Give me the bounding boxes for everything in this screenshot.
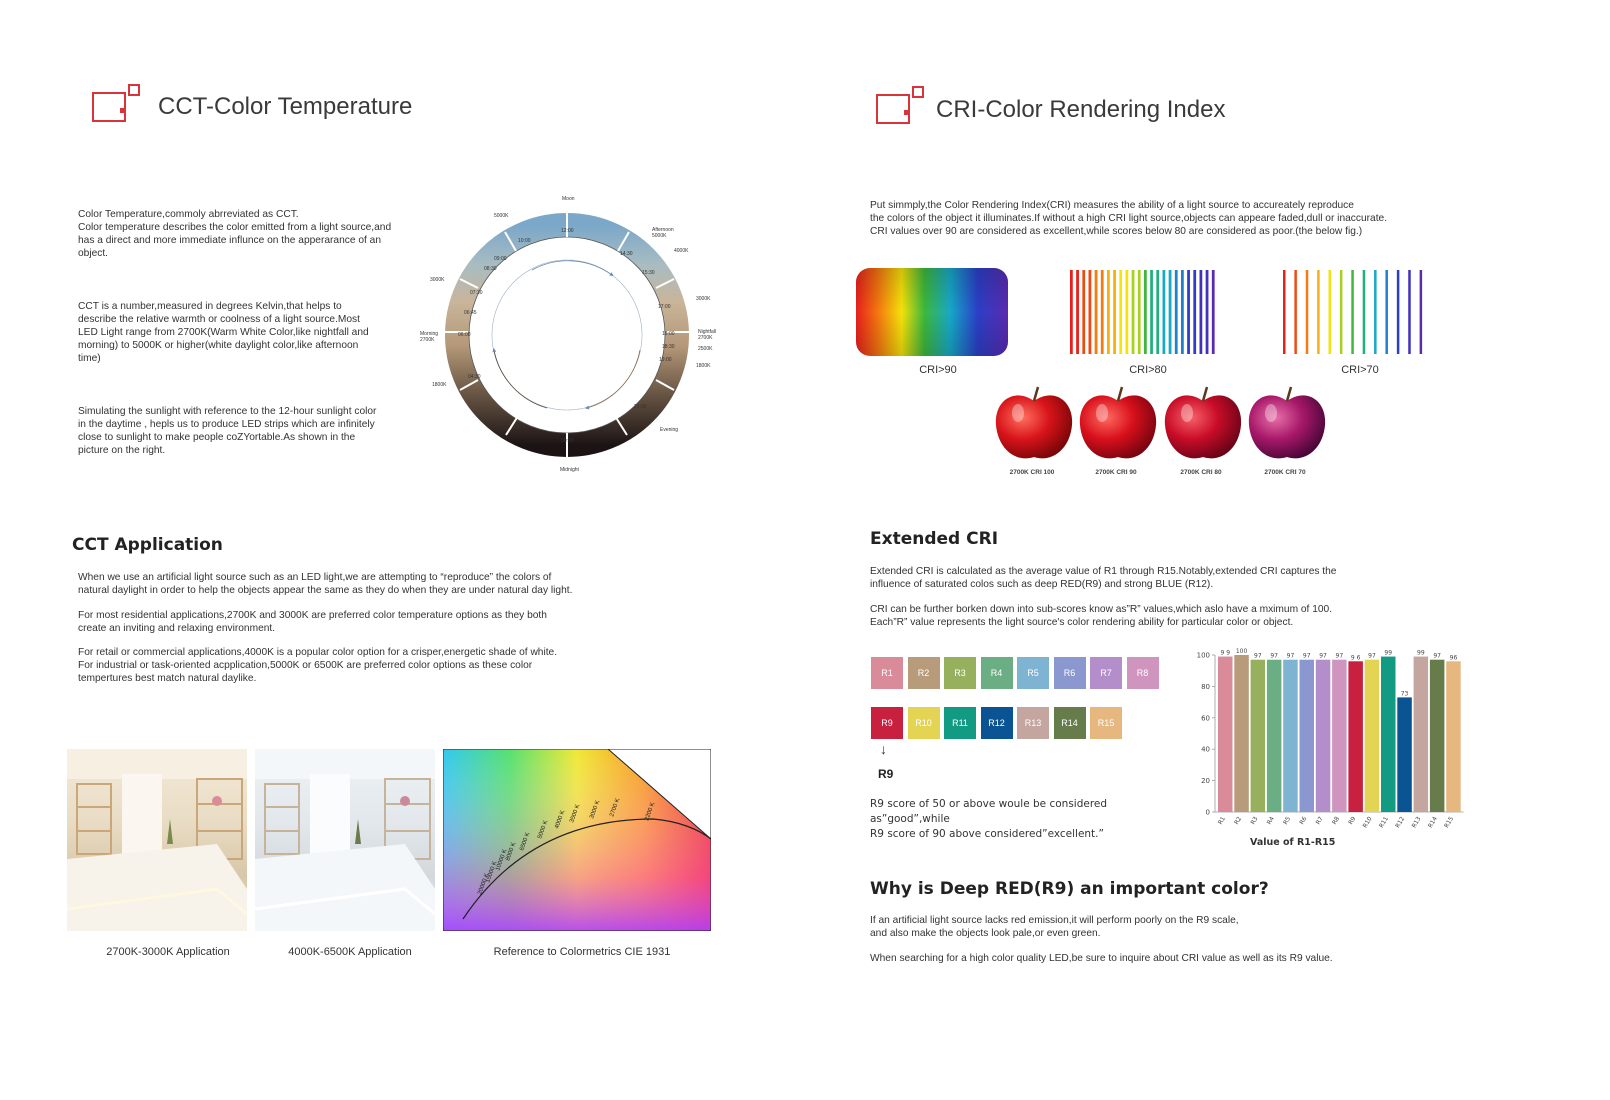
swatch-r14: R14 (1054, 707, 1086, 739)
swatch-r8: R8 (1127, 657, 1159, 689)
r9-note: R9 score of 50 or above woule be considered as”good”,while R9 score of 90 above considered”excellent.” (870, 798, 1108, 840)
swatch-r4: R4 (981, 657, 1013, 689)
apple-caption-1: 2700K CRI 100 (1009, 469, 1055, 476)
spectrum-line (1156, 270, 1159, 354)
spectrum-cri-80 (1068, 268, 1216, 356)
spectrum-line (1374, 270, 1377, 354)
spectrum-line (1385, 270, 1388, 354)
spectrum-line (1408, 270, 1411, 354)
cie-label: 6500 K (519, 831, 532, 852)
spectrum-line (1187, 270, 1190, 354)
cie-1931-diagram (443, 749, 711, 931)
r9-label: R9 (878, 767, 894, 781)
bar-value-label: 97 (1433, 652, 1441, 660)
spectrum-line (1363, 270, 1366, 354)
spectrum-line (1076, 270, 1079, 354)
bar-value-label: 97 (1286, 652, 1295, 660)
cie-label: 8000 K (505, 841, 518, 862)
bar-r12 (1397, 697, 1412, 812)
caption-warm-application: 2700K-3000K Application (106, 946, 230, 958)
bar-value-label: 97 (1319, 652, 1327, 660)
label-1800k-b: 1800K (432, 382, 447, 388)
spectrum-line (1340, 270, 1343, 354)
apple-caption-2: 2700K CRI 90 (1095, 469, 1137, 476)
time-1200: 12:00 (561, 228, 574, 234)
y-tick-label: 0 (1205, 808, 1210, 817)
photo-warm-application (67, 749, 247, 931)
bar-value-label: 9 9 (1220, 649, 1231, 657)
bar-value-label: 99 (1417, 649, 1425, 657)
spectrum-line (1119, 270, 1122, 354)
why-r9-title: Why is Deep RED(R9) an important color? (870, 879, 1269, 899)
bar-r10 (1365, 660, 1380, 812)
time-0430: 04:30 (468, 374, 481, 380)
spectrum-line (1317, 270, 1320, 354)
why-r9-p2: When searching for a high color quality LED,be sure to inquire about CRI value as well as its R9 value. (870, 953, 1333, 964)
label-nightfall-k: 2700K (698, 335, 713, 341)
spectrum-line (1181, 270, 1184, 354)
time-0230: 22:30 (514, 424, 527, 430)
spectrum-line (1132, 270, 1135, 354)
cct-intro-p3: Simulating the sunlight with reference to the 12-hour sunlight color in the daytime , hepls us to produce LED strips which are infinitely close to sunlight to make people coZYortable.As shown in the picture on the right. (78, 406, 377, 456)
swatch-r6: R6 (1054, 657, 1086, 689)
swatch-r13: R13 (1017, 707, 1049, 739)
label-morning-k: 2700K (420, 337, 435, 343)
cie-label: 2200 K (644, 801, 657, 822)
bar-value-label: 100 (1235, 648, 1248, 655)
cie-label: 5000 K (537, 819, 550, 840)
bar-r9 (1348, 661, 1363, 812)
cct-title: CCT-Color Temperature (158, 93, 413, 120)
spectrum-line (1150, 270, 1153, 354)
swatch-r2: R2 (908, 657, 940, 689)
time-0730: 07:30 (470, 290, 483, 296)
spectrum-line (1193, 270, 1196, 354)
time-1830: 18:30 (662, 344, 675, 350)
label-midnight: Midnight (560, 467, 579, 473)
time-1900: 19:00 (659, 357, 672, 363)
bar-value-label: 97 (1254, 652, 1262, 660)
spectrum-cri-90 (856, 268, 1008, 356)
spectrum-line (1107, 270, 1110, 354)
swatch-r1: R1 (871, 657, 903, 689)
label-2500k: 2500K (698, 346, 713, 352)
x-tick-label: R1 (1216, 815, 1227, 826)
apple-cri-70 (1247, 383, 1327, 465)
x-tick-label: R2 (1233, 815, 1244, 826)
x-tick-label: R12 (1394, 815, 1407, 830)
spectrum-cri-70 (1281, 268, 1433, 356)
label-4000k: 4000K (674, 248, 689, 254)
cie-label: 2700 K (609, 797, 622, 818)
extended-cri-title: Extended CRI (870, 529, 999, 549)
bar-r14 (1430, 660, 1445, 812)
r9-arrow-icon: ↓ (880, 741, 887, 757)
spectrum-line (1095, 270, 1098, 354)
bar-r3 (1251, 660, 1266, 812)
time-0830: 08:30 (484, 266, 497, 272)
cie-label: 15000 K (485, 860, 499, 884)
cie-label: 4000 K (554, 809, 567, 830)
spectrum-line (1089, 270, 1092, 354)
x-tick-label: R8 (1331, 815, 1342, 826)
time-0900: 09:00 (494, 256, 507, 262)
spectrum-line (1294, 270, 1297, 354)
bar-r6 (1300, 660, 1315, 812)
time-1800: 18:00 (662, 331, 675, 337)
cct-application-p2: For most residential applications,2700K and 3000K are preferred color temperature options as they both create an inviting and relaxing environment. (78, 610, 547, 634)
apple-cri-100 (994, 383, 1074, 465)
cct-application-p3: For retail or commercial applications,4000K is a popular color option for a crisper,energetic shade of white. For industrial or task-oriented acpplication,5000K or 6500K are preferred color options as these color tempertures best match natural daylike. (78, 647, 558, 684)
why-r9-p1: If an artificial light source lacks red emission,it will perform poorly on the R9 scale, and also make the objects look pale,or even green. (870, 915, 1239, 939)
time-1530: 15:30 (642, 270, 655, 276)
bar-r15 (1446, 661, 1461, 812)
spectrum-line (1200, 270, 1203, 354)
bar-value-label: 99 (1384, 649, 1393, 657)
y-tick-label: 40 (1201, 745, 1210, 754)
spectrum-line (1420, 270, 1423, 354)
swatch-r15: R15 (1090, 707, 1122, 739)
swatch-r7: R7 (1090, 657, 1122, 689)
cct-intro-p1: Color Temperature,commoly abrreviated as CCT. Color temperature describes the color emitted from a light source,and has a direct and more immediate influnce on the apperarance of an object. (78, 209, 392, 259)
label-evening: Evening (660, 427, 679, 433)
spectrum-line (1138, 270, 1141, 354)
extended-cri-p2: CRI can be further borken down into sub-scores know as”R” values,which aslo have a mximum of 100. Each”R” value represents the light source's color rendering ability for particular color or object. (870, 604, 1333, 628)
cct-application-p1: When we use an artificial light source such as an LED light,we are attempting to “reproduce” the colors of natural daylight in order to help the objects appear the same as they do when they are under natural day light. (78, 572, 573, 596)
time-1700: 17:00 (658, 304, 671, 310)
x-tick-label: R5 (1282, 815, 1293, 826)
bar-r5 (1283, 660, 1298, 812)
y-tick-label: 100 (1196, 651, 1210, 660)
time-0000: 00:00 (561, 438, 574, 444)
spectrum-line (1144, 270, 1147, 354)
time-2230: 02:30 (604, 427, 617, 433)
spectrum-line (1212, 270, 1215, 354)
label-moon: Moon (562, 196, 575, 202)
spectrum-line (1126, 270, 1129, 354)
swatch-r9: R9 (871, 707, 903, 739)
apple-caption-3: 2700K CRI 80 (1180, 469, 1222, 476)
caption-cool-application: 4000K-6500K Application (288, 946, 412, 958)
x-tick-label: R15 (1443, 815, 1456, 830)
caption-cie: Reference to Colormetrics CIE 1931 (493, 946, 671, 958)
bar-value-label: 96 (1449, 654, 1458, 662)
bar-value-label: 73 (1400, 690, 1409, 698)
swatch-r12: R12 (981, 707, 1013, 739)
label-5000k-a: 5000K (494, 213, 509, 219)
apple-caption-4: 2700K CRI 70 (1264, 469, 1306, 476)
label-afternoon-k: 5000K (652, 233, 667, 239)
x-tick-label: R4 (1265, 815, 1276, 826)
label-3000k-a: 3000K (430, 277, 445, 283)
spectrum-line (1329, 270, 1332, 354)
color-temperature-wheel (412, 190, 722, 480)
bar-r13 (1414, 657, 1429, 812)
spectrum-line (1397, 270, 1400, 354)
cie-label: 3500 K (569, 803, 582, 824)
bar-value-label: 97 (1335, 652, 1344, 660)
cie-label: 10000 K (495, 848, 509, 872)
time-1000: 10:00 (518, 238, 531, 244)
x-tick-label: R14 (1426, 815, 1439, 830)
cct-logo-icon (92, 86, 134, 122)
swatch-r11: R11 (944, 707, 976, 739)
time-0600: 06:00 (458, 332, 471, 338)
bar-value-label: 97 (1270, 652, 1278, 660)
x-tick-label: R3 (1249, 815, 1260, 826)
spectrum-line (1206, 270, 1209, 354)
bar-r1 (1218, 657, 1233, 812)
y-tick-label: 80 (1201, 682, 1210, 691)
photo-cool-application (255, 749, 435, 931)
spectrum-line (1101, 270, 1104, 354)
x-tick-label: R9 (1347, 815, 1358, 826)
x-tick-label: R11 (1378, 815, 1390, 830)
label-cri-70: CRI>70 (1341, 364, 1379, 376)
spectrum-line (1283, 270, 1286, 354)
cri-intro: Put simmply,the Color Rendering Index(CRI) measures the ability of a light source to accureately reproduce the colors of the object it illuminates.If without a high CRI light source,objects can appeare faded,dull or inaccurate. CRI values over 90 are considered as excellent,while scores below 80 are considered as poor.(the below fig.) (870, 200, 1388, 237)
cri-title: CRI-Color Rendering Index (936, 96, 1226, 123)
label-1800k-a: 1800K (696, 363, 711, 369)
spectrum-line (1351, 270, 1354, 354)
swatch-r5: R5 (1017, 657, 1049, 689)
bar-r7 (1316, 660, 1331, 812)
cie-label: 3000 K (589, 799, 602, 820)
cct-application-title: CCT Application (72, 535, 223, 555)
bar-r8 (1332, 660, 1347, 812)
x-tick-label: R13 (1410, 815, 1423, 830)
bar-value-label: 97 (1302, 652, 1311, 660)
spectrum-line (1113, 270, 1116, 354)
bar-value-label: 97 (1368, 652, 1376, 660)
cri-logo-icon (876, 88, 918, 124)
apple-cri-90 (1078, 383, 1158, 465)
label-cri-90: CRI>90 (919, 364, 957, 376)
x-axis-label: Value of R1-R15 (1250, 837, 1336, 848)
cct-intro-p2: CCT is a number,measured in degrees Kelvin,that helps to describe the relative warmth or coolness of a light source.Most LED Light range from 2700K(Warm White Color,like nightfall and morning) to 5000K or higher(white daylight color,like afternoon time) (78, 301, 369, 364)
spectrum-line (1169, 270, 1172, 354)
label-3000k-b: 3000K (696, 296, 711, 302)
y-tick-label: 60 (1201, 714, 1210, 723)
cri-bar-chart (1185, 645, 1495, 855)
time-1430: 14:30 (620, 251, 633, 257)
cie-label: 20000 K (477, 872, 491, 896)
bar-r11 (1381, 657, 1396, 812)
spectrum-line (1082, 270, 1085, 354)
time-2100: 21:00 (634, 404, 647, 410)
label-cri-80: CRI>80 (1129, 364, 1167, 376)
spectrum-line (1070, 270, 1073, 354)
x-tick-label: R10 (1361, 815, 1374, 830)
bar-r4 (1267, 660, 1282, 812)
spectrum-line (1306, 270, 1309, 354)
spectrum-line (1163, 270, 1166, 354)
x-tick-label: R6 (1298, 815, 1309, 826)
label-nightfall: Nightfall (698, 329, 717, 335)
wheel-ring (457, 225, 677, 445)
extended-cri-p1: Extended CRI is calculated as the average value of R1 through R15.Notably,extended CRI captures the influence of saturated colos such as deep RED(R9) and strong BLUE (R12). (870, 566, 1337, 590)
swatch-r10: R10 (908, 707, 940, 739)
time-0645: 06:45 (464, 310, 477, 316)
apple-cri-80 (1163, 383, 1243, 465)
bar-r2 (1234, 655, 1249, 812)
bar-value-label: 9 6 (1350, 654, 1361, 662)
spectrum-line (1175, 270, 1178, 354)
label-morning: Morning (420, 331, 439, 337)
label-afternoon: Afternoon (652, 227, 674, 233)
x-tick-label: R7 (1314, 815, 1325, 826)
y-tick-label: 20 (1201, 777, 1210, 786)
swatch-r3: R3 (944, 657, 976, 689)
